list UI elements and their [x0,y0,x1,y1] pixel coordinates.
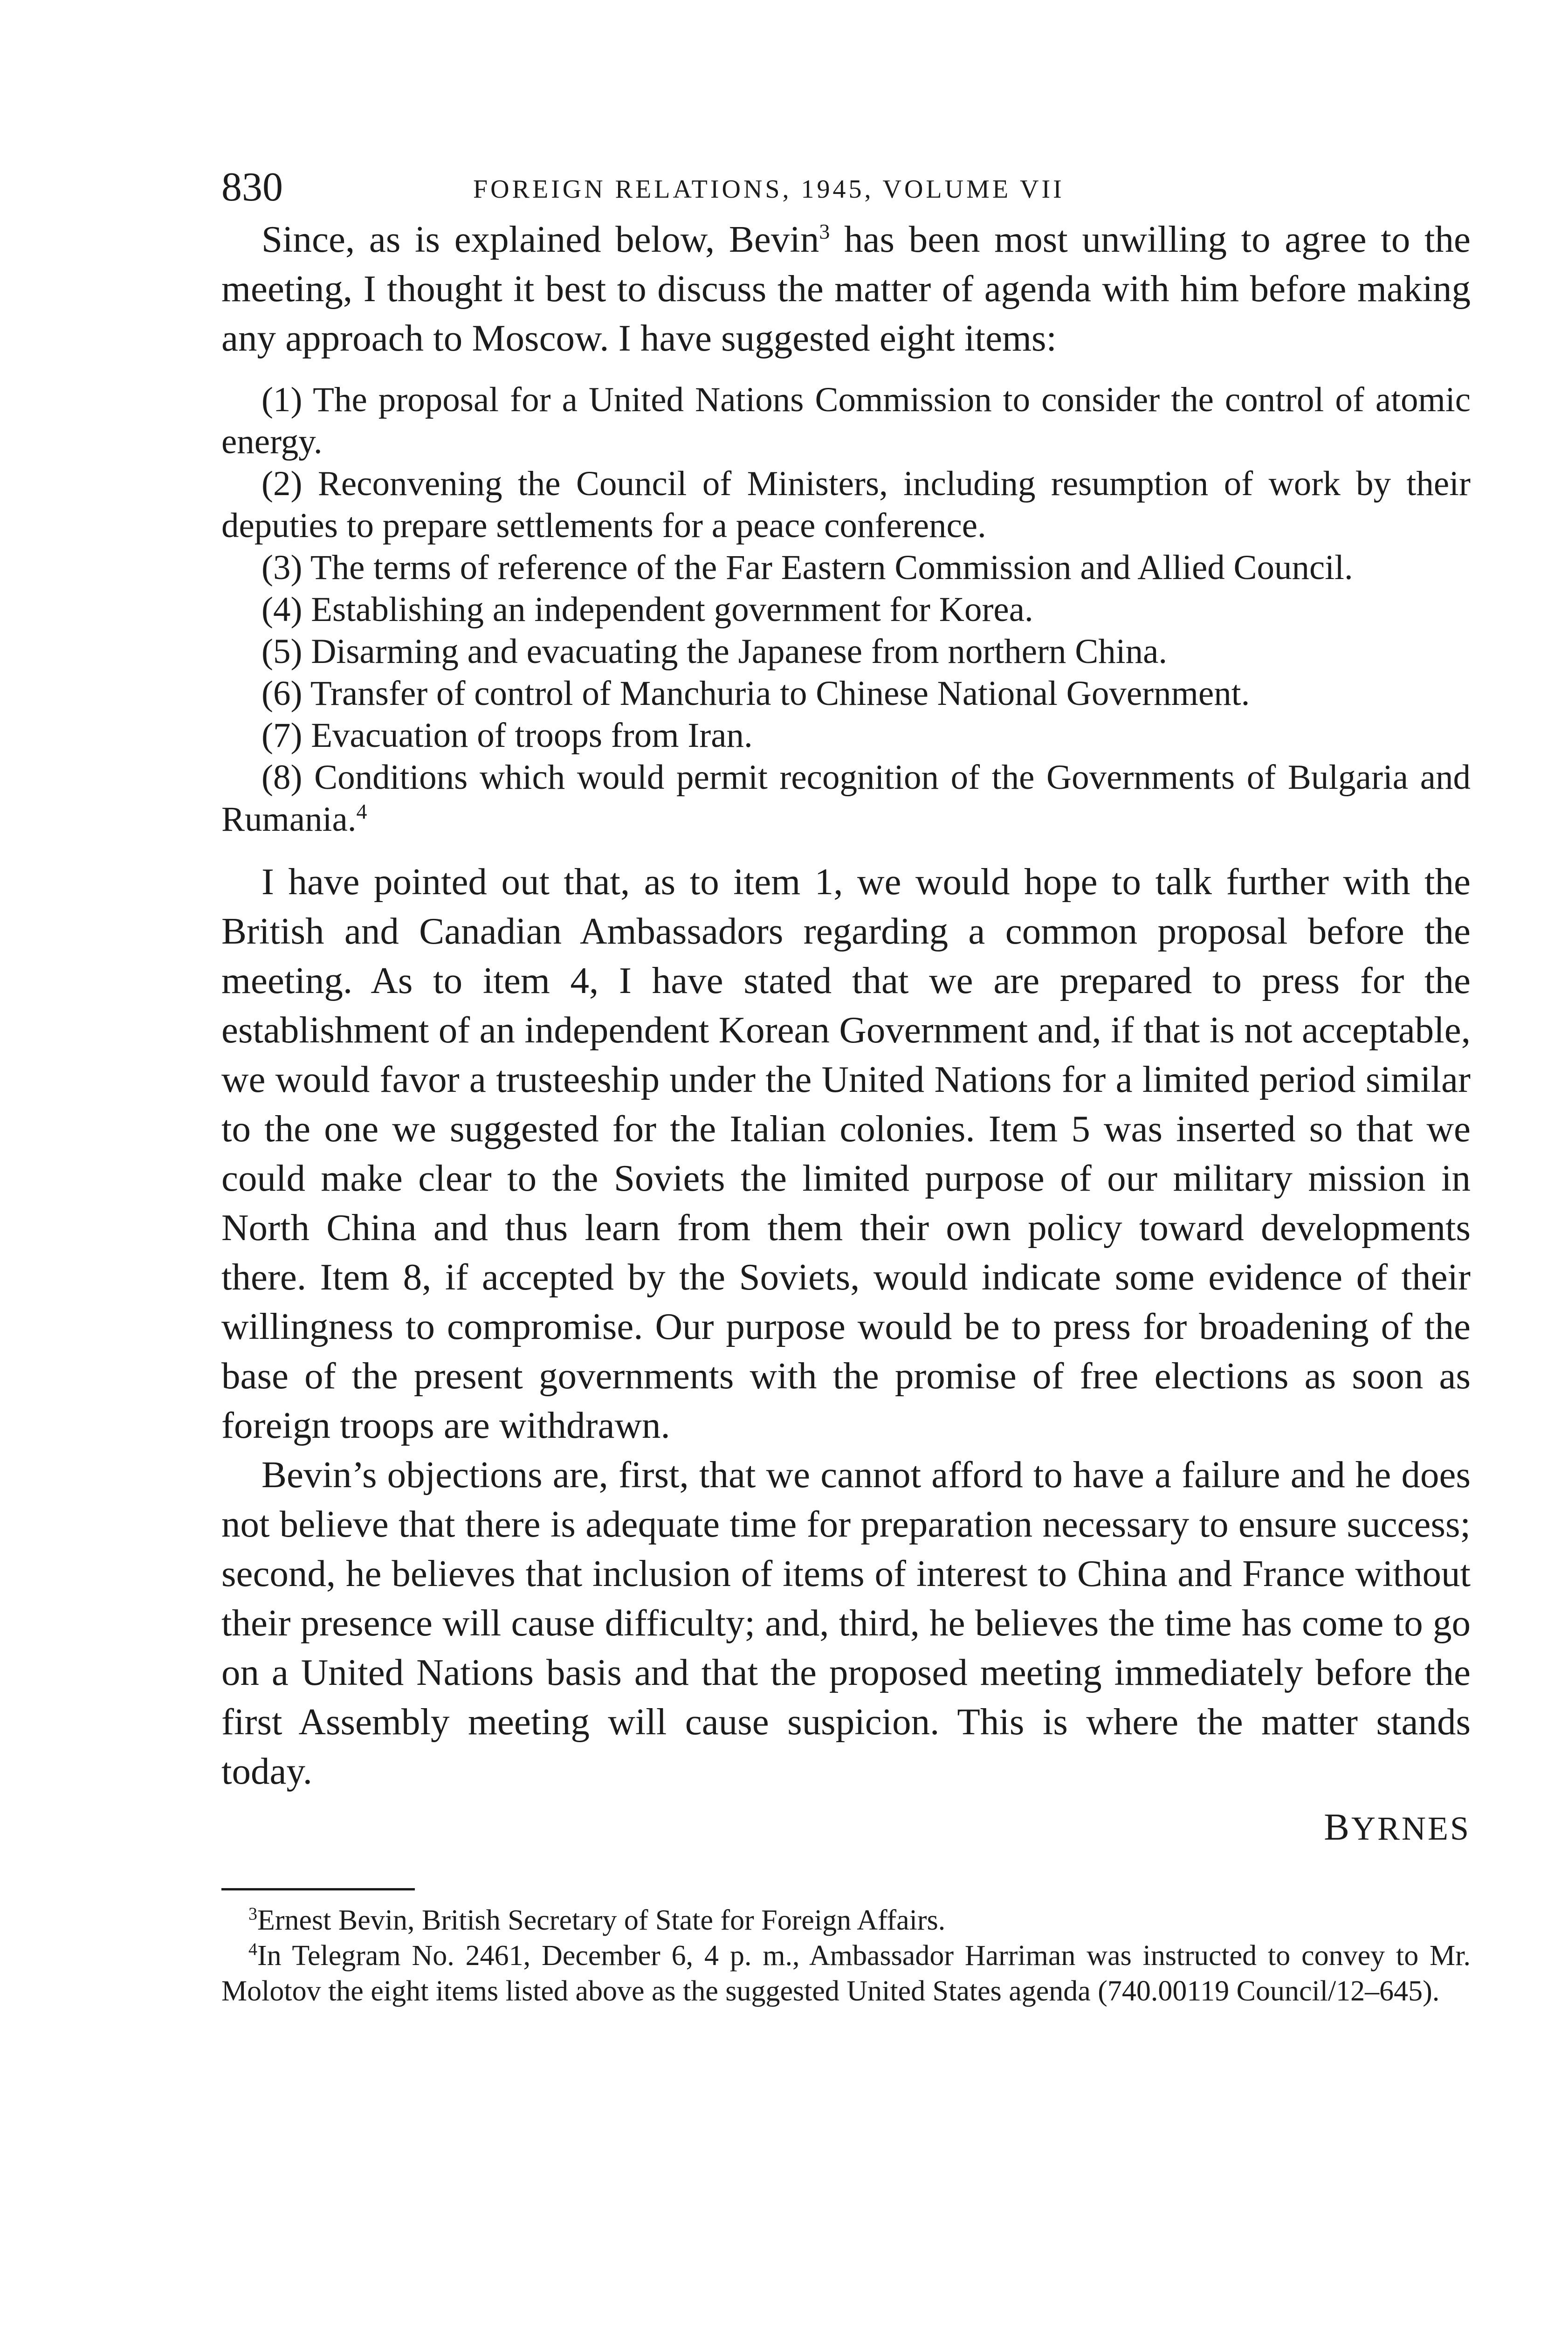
agenda-item-8 [221,757,1471,841]
page-number: 830 [221,165,283,210]
footnote-ref-4[interactable]: 4 [356,800,367,823]
footnote-3-mark: 3 [248,1904,257,1924]
document-page [221,154,1471,2009]
agenda-item-3: (3) The terms of reference of the Far Eastern Commission and Allied Council. [261,548,1353,587]
footnote-4 [221,1938,1471,2009]
body-text [221,214,1471,1796]
agenda-items-list [221,379,1471,841]
page-header [221,154,1471,210]
footnote-divider [221,1888,415,1890]
agenda-item-4: (4) Establishing an independent government for Korea. [261,590,1033,629]
intro-text-end: has been most unwilling to agree to the meeting, I thought it best to discuss the matter of agenda with him before making any approach to Moscow. I have suggested eight items: [221,218,1471,359]
agenda-item-5: (5) Disarming and evacuating the Japanese from northern China. [261,632,1168,671]
agenda-item-8-text: (8) Conditions which would permit recognition of the Governments of Bulgaria and Rumania. [221,758,1471,839]
signature-rest: YRNES [1351,1810,1471,1847]
intro-paragraph [221,214,1471,363]
footnote-3-text: Ernest Bevin, British Secretary of State for Foreign Affairs. [257,1904,946,1936]
footnote-3 [221,1903,1471,1938]
agenda-item-6: (6) Transfer of control of Manchuria to Chinese National Government. [261,674,1250,713]
agenda-item-7: (7) Evacuation of troops from Iran. [261,716,753,755]
footnote-ref-3[interactable]: 3 [819,220,830,243]
agenda-item-1: (1) The proposal for a United Nations Commission to consider the control of atomic energy. [221,380,1471,461]
signature-initial: B [1324,1806,1351,1848]
body-paragraph-bevin-objections: Bevin’s objections are, first, that we cannot afford to have a failure and he does not believe that there is adequate time for preparation necessary to ensure success; second, he believes that inclusion of items of interest to China and France without their presence will cause difficulty; and, third, he believes the time has come to go on a United Nations basis and that the proposed meeting immediately before the first Assembly meeting will cause suspicion. This is where the matter stands today. [221,1454,1471,1792]
footnote-4-text: In Telegram No. 2461, December 6, 4 p. m., Ambassador Harriman was instructed to convey to Mr. Molotov the eight items listed above as the suggested United States agenda (740.00119 Council/12–645). [221,1940,1471,2007]
intro-text-start: Since, as is explained below, Bevin [261,218,819,260]
running-head: FOREIGN RELATIONS, 1945, VOLUME VII [473,175,1065,204]
footnotes [221,1903,1471,2009]
agenda-item-2: (2) Reconvening the Council of Ministers, including resumption of work by their deputies to prepare settlements for a peace conference. [221,464,1471,545]
body-paragraph-items-discussion: I have pointed out that, as to item 1, we would hope to talk further with the British and Canadian Ambassadors regarding a common proposal before the meeting. As to item 4, I have stated that we are prepared to press for the establishment of an independent Korean Government and, if that is not acceptable, we would favor a trusteeship under the United Nations for a limited period similar to the one we suggested for the Italian colonies. Item 5 was inserted so that we could make clear to the Soviets the limited purpose of our military mission in North China and thus learn from them their own policy toward developments there. Item 8, if accepted by the Soviets, would indicate some evidence of their willingness to compromise. Our purpose would be to press for broadening of the base of the present governments with the promise of free elections as soon as foreign troops are withdrawn. [221,861,1471,1446]
footnote-4-mark: 4 [248,1939,257,1959]
signature [221,1808,1471,1846]
